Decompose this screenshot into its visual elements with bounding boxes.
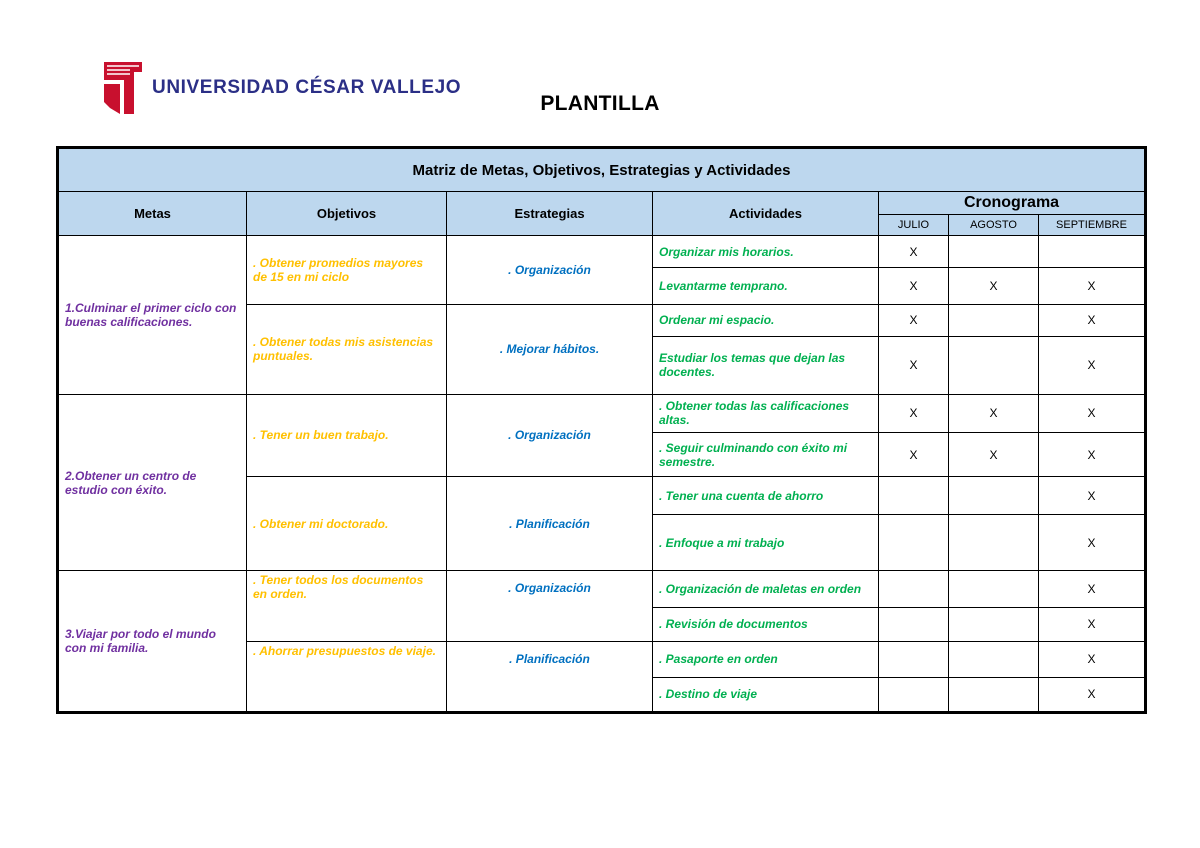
meta-cell: 2.Obtener un centro de estudio con éxito. (59, 394, 247, 571)
mark-julio (879, 515, 949, 571)
objetivo-cell: . Obtener mi doctorado. (247, 477, 447, 571)
mark-julio: X (879, 268, 949, 304)
mark-septiembre: X (1039, 607, 1145, 641)
goals-matrix-table (58, 148, 1145, 712)
col-header-cronograma: Cronograma (879, 192, 1145, 215)
objetivo-cell: . Obtener todas mis asistencias puntuales. (247, 304, 447, 394)
mark-septiembre: X (1039, 571, 1145, 607)
mark-julio: X (879, 394, 949, 432)
mark-septiembre: X (1039, 432, 1145, 476)
mark-agosto (949, 607, 1039, 641)
meta-cell: 3.Viajar por todo el mundo con mi familia. (59, 571, 247, 712)
mark-agosto: X (949, 432, 1039, 476)
mark-agosto (949, 336, 1039, 394)
objetivo-cell: . Ahorrar presupuestos de viaje. (247, 641, 447, 711)
objetivo-cell: . Tener todos los documentos en orden. (247, 571, 447, 641)
mark-septiembre: X (1039, 336, 1145, 394)
mark-agosto (949, 677, 1039, 711)
mark-agosto (949, 571, 1039, 607)
actividad-cell: . Organización de maletas en orden (653, 571, 879, 607)
actividad-cell: Estudiar los temas que dejan las docentes. (653, 336, 879, 394)
table-caption: Matriz de Metas, Objetivos, Estrategias y Actividades (59, 149, 1145, 192)
mark-agosto: X (949, 268, 1039, 304)
meta-cell: 1.Culminar el primer ciclo con buenas calificaciones. (59, 236, 247, 395)
mark-julio (879, 571, 949, 607)
objetivo-cell: . Obtener promedios mayores de 15 en mi ciclo (247, 236, 447, 304)
mark-septiembre: X (1039, 304, 1145, 336)
mark-julio (879, 477, 949, 515)
mark-julio: X (879, 236, 949, 268)
actividad-cell: Levantarme temprano. (653, 268, 879, 304)
mark-agosto (949, 515, 1039, 571)
estrategia-cell: . Organización (447, 236, 653, 304)
estrategia-cell: . Organización (447, 571, 653, 641)
actividad-cell: . Tener una cuenta de ahorro (653, 477, 879, 515)
mark-julio (879, 677, 949, 711)
col-header-estrategias: Estrategias (447, 192, 653, 236)
mark-julio (879, 607, 949, 641)
actividad-cell: . Seguir culminando con éxito mi semestre. (653, 432, 879, 476)
university-name: UNIVERSIDAD CÉSAR VALLEJO (152, 77, 462, 98)
mark-agosto (949, 477, 1039, 515)
mark-julio: X (879, 304, 949, 336)
mark-julio: X (879, 336, 949, 394)
estrategia-cell: . Planificación (447, 477, 653, 571)
mark-septiembre: X (1039, 515, 1145, 571)
actividad-cell: . Destino de viaje (653, 677, 879, 711)
estrategia-cell: . Planificación (447, 641, 653, 711)
mark-septiembre: X (1039, 268, 1145, 304)
page-title: PLANTILLA (540, 92, 660, 115)
objetivo-cell: . Tener un buen trabajo. (247, 394, 447, 476)
mark-septiembre: X (1039, 677, 1145, 711)
mark-julio (879, 641, 949, 677)
actividad-cell: Organizar mis horarios. (653, 236, 879, 268)
mark-septiembre: X (1039, 477, 1145, 515)
month-header-septiembre: SEPTIEMBRE (1039, 215, 1145, 236)
col-header-objetivos: Objetivos (247, 192, 447, 236)
actividad-cell: . Pasaporte en orden (653, 641, 879, 677)
mark-septiembre (1039, 236, 1145, 268)
actividad-cell: . Obtener todas las calificaciones altas. (653, 394, 879, 432)
month-header-julio: JULIO (879, 215, 949, 236)
mark-agosto (949, 641, 1039, 677)
mark-agosto: X (949, 394, 1039, 432)
col-header-actividades: Actividades (653, 192, 879, 236)
actividad-cell: . Enfoque a mi trabajo (653, 515, 879, 571)
col-header-metas: Metas (59, 192, 247, 236)
month-header-agosto: AGOSTO (949, 215, 1039, 236)
estrategia-cell: . Mejorar hábitos. (447, 304, 653, 394)
actividad-cell: . Revisión de documentos (653, 607, 879, 641)
actividad-cell: Ordenar mi espacio. (653, 304, 879, 336)
mark-agosto (949, 304, 1039, 336)
mark-agosto (949, 236, 1039, 268)
mark-septiembre: X (1039, 641, 1145, 677)
mark-julio: X (879, 432, 949, 476)
mark-septiembre: X (1039, 394, 1145, 432)
estrategia-cell: . Organización (447, 394, 653, 476)
